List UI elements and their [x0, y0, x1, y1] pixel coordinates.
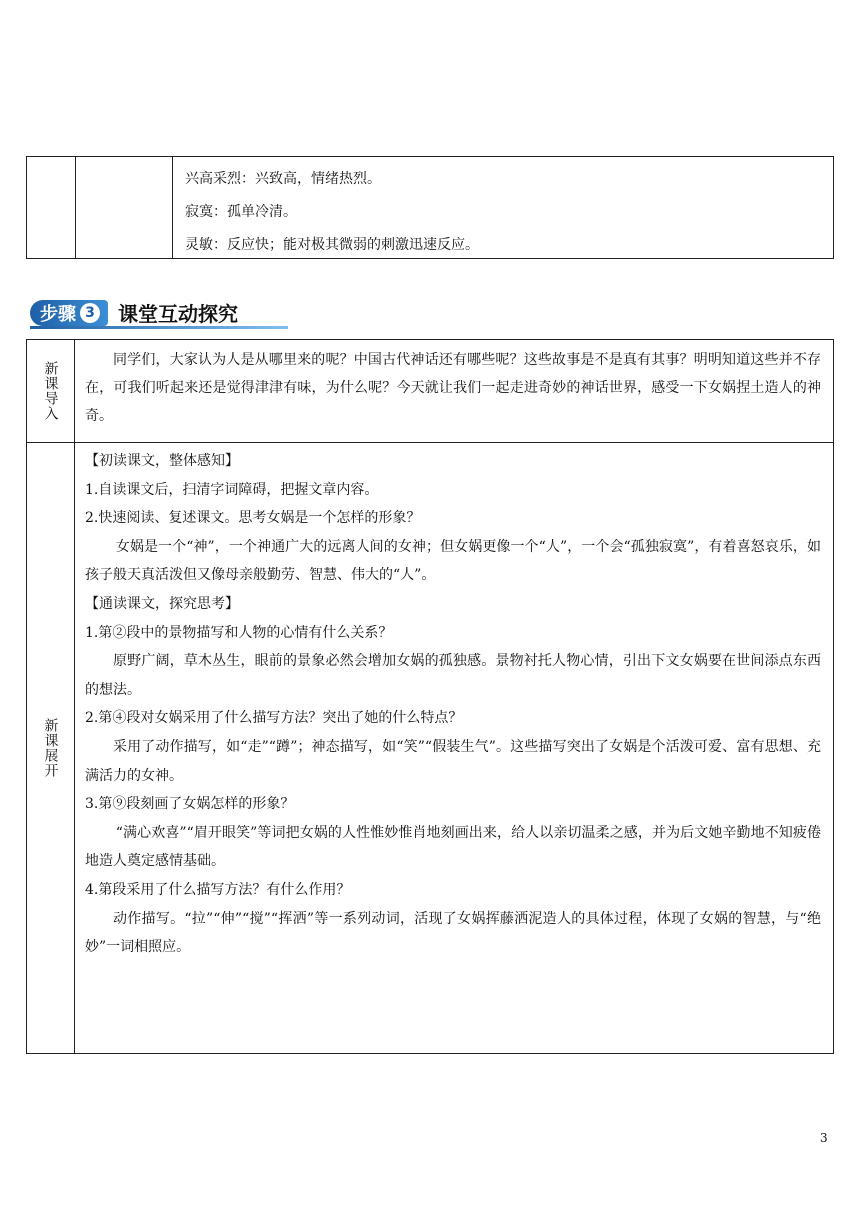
lesson-table	[26, 339, 834, 1054]
step-badge	[30, 300, 108, 326]
section-title: 【通读课文，探究思考】	[85, 595, 239, 612]
question: 2.快速阅读、复述课文。思考女娲是一个怎样的形象？	[85, 510, 421, 527]
answer: 原野广阔，草木丛生，眼前的景象必然会增加女娲的孤独感。景物衬托人物心情，引出下文女娲要在世间添点东西的想法。	[85, 653, 821, 698]
step-header	[30, 298, 238, 328]
intro-side-label: 新课导入	[42, 361, 59, 421]
question: 1.自读课文后，扫清字词障碍，把握文章内容。	[85, 481, 379, 498]
vocabulary-table-col-2	[76, 157, 173, 258]
question: 2.第④段对女娲采用了什么描写方法？突出了她的什么特点？	[85, 710, 463, 727]
answer: 女娲是一个“神”，一个神通广大的远离人间的女神；但女娲更像一个“人”，一个会“孤独寂寞”，有着喜怒哀乐，如孩子般天真活泼但又像母亲般勤劳、智慧、伟大的“人”。	[85, 538, 821, 584]
definition-line: 寂寞：孤单冷清。	[185, 204, 297, 220]
answer: “满心欢喜”“眉开眼笑”等词把女娲的人性惟妙惟肖地刻画出来，给人以亲切温柔之感，并为后文她辛勤地不知疲倦地造人奠定感情基础。	[85, 824, 821, 870]
intro-text: 同学们，大家认为人是从哪里来的呢？中国古代神话还有哪些呢？这些故事是不是真有其事？明明知道这些并不存在，可我们听起来还是觉得津津有味，为什么呢？今天就让我们一起走进奇妙的神话世界，感受一下女娲捏土造人的神奇。	[85, 352, 821, 424]
question: 1.第②段中的景物描写和人物的心情有什么关系？	[85, 624, 393, 641]
step-underline	[30, 326, 288, 329]
intro-side-cell	[27, 340, 75, 442]
page-number: 3	[820, 1131, 828, 1145]
answer: 动作描写。“拉”“伸”“搅”“挥洒”等一系列动词，活现了女娲挥藤洒泥造人的具体过程，体现了女娲的智慧，与“绝妙”一词相照应。	[85, 910, 821, 956]
lesson-row	[27, 443, 833, 1053]
step-label: 步骤	[40, 304, 76, 325]
lesson-content	[75, 443, 833, 1053]
definition-line: 灵敏：反应快；能对极其微弱的刺激迅速反应。	[185, 237, 479, 253]
question: 4.第段采用了什么描写方法？有什么作用？	[85, 881, 351, 898]
lesson-side-label: 新课展开	[42, 718, 59, 778]
step-number: 3	[80, 303, 100, 323]
question: 3.第⑨段刻画了女娲怎样的形象？	[85, 796, 295, 813]
step-title: 课堂互动探究	[118, 301, 238, 326]
answer: 采用了动作描写，如“走”“蹲”；神态描写，如“笑”“假装生气”。这些描写突出了女娲是个活泼可爱、富有思想、充满活力的女神。	[85, 738, 821, 784]
section-title: 【初读课文，整体感知】	[85, 453, 239, 469]
vocabulary-definitions	[173, 157, 833, 258]
intro-row	[27, 340, 833, 443]
definition-line: 兴高采烈：兴致高，情绪热烈。	[185, 171, 381, 187]
intro-content	[75, 340, 833, 442]
vocabulary-table	[26, 156, 834, 259]
lesson-side-cell	[27, 443, 75, 1053]
vocabulary-table-col-1	[27, 157, 76, 258]
